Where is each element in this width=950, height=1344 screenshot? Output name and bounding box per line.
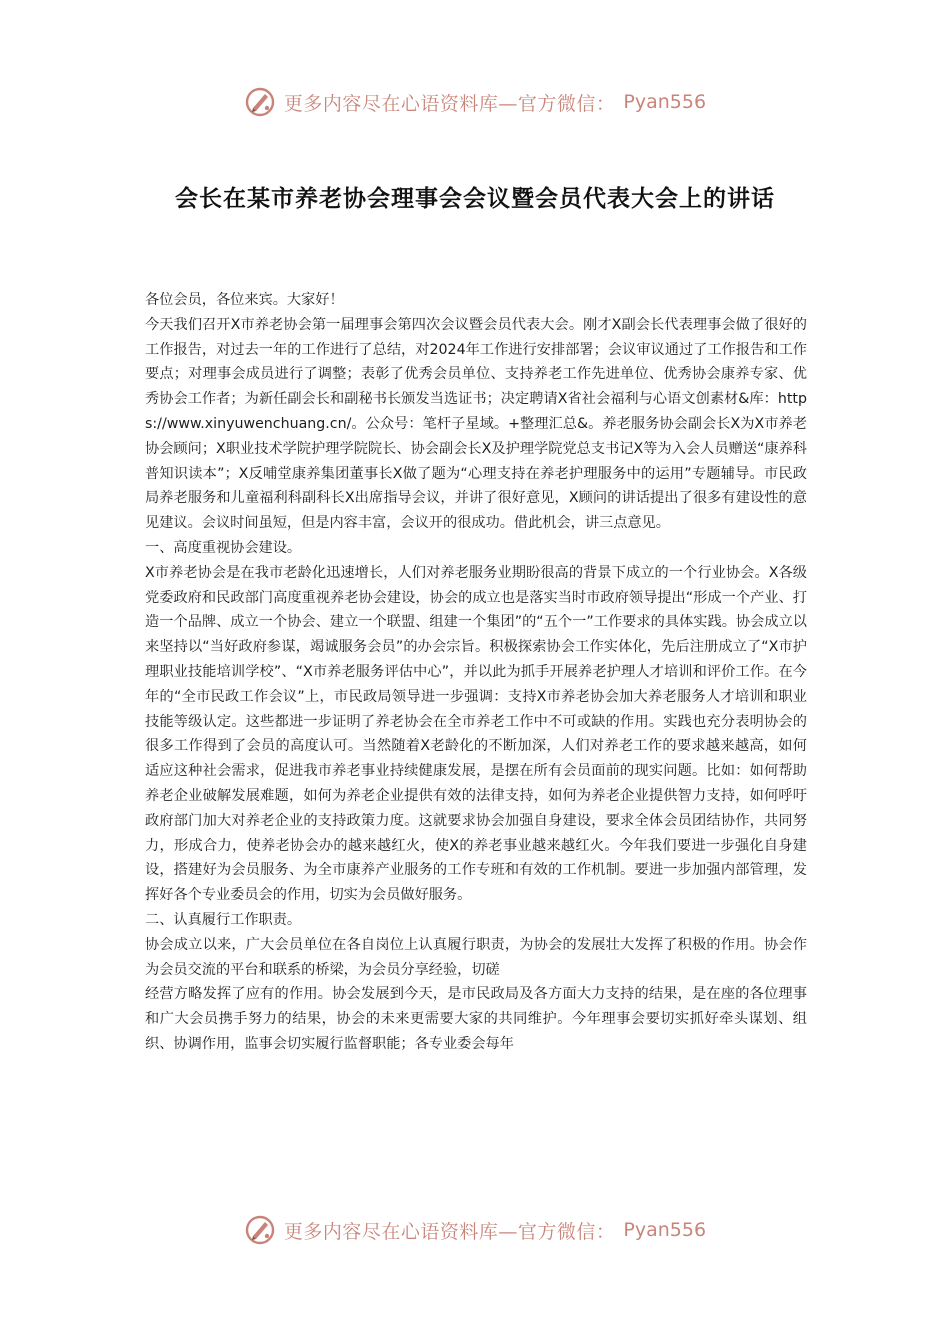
section-heading-1: 一、高度重视协会建设。 [145,539,302,556]
banner-text: 更多内容尽在心语资料库—官方微信： [283,92,616,115]
paragraph-section-2-continued: 经营方略发挥了应有的作用。协会发展到今天，是市民政局及各方面大力支持的结果，是在座的各位理事和广大会员携手努力的结果，协会的未来更需要大家的共同维护。今年理事会要切实抓好牵头谋划、组织、协调作用，监事会切实履行监督职能；各专业委会每年 [145,986,807,1052]
footer-banner [0,1210,950,1250]
pen-logo-icon [244,86,276,118]
section-heading-2: 二、认真履行工作职责。 [145,911,302,928]
paragraph-section-1: X市养老协会是在我市老龄化迅速增长，人们对养老服务业期盼很高的背景下成立的一个行业协会。X各级党委政府和民政部门高度重视养老协会建设，协会的成立也是落实当时市政府领导提出“形成一个产业、打造一个品牌、成立一个协会、建立一个联盟、组建一个集团”的“五个一”工作要求的具体实践。协会成立以来坚持以“当好政府参谋，竭诚服务会员”的办会宗旨。积极探索协会工作实体化，先后注册成立了“X市护理职业技能培训学校”、“X市养老服务评估中心”，并以此为抓手开展养老护理人才培训和评价工作。在今年的“全市民政工作会议”上，市民政局领导进一步强调：支持X市养老协会加大养老服务人才培训和职业技能等级认定。这些都进一步证明了养老协会在全市养老工作中不可或缺的作用。实践也充分表明协会的很多工作得到了会员的高度认可。当然随着X老龄化的不断加深，人们对养老工作的要求越来越高，如何适应这种社会需求，促进我市养老事业持续健康发展，是摆在所有会员面前的现实问题。比如：如何帮助养老企业破解发展难题，如何为养老企业提供有效的法律支持，如何为养老企业提供智力支持，如何呼吁政府部门加大对养老企业的支持政策力度。这就要求协会加强自身建设，要求全体会员团结协作，共同努力，形成合力，使养老协会办的越来越红火，使X的养老事业越来越红火。今年我们要进一步强化自身建设，搭建好为会员服务、为全市康养产业服务的工作专班和有效的工作机制。要进一步加强内部管理，发挥好各个专业委员会的作用，切实为会员做好服务。 [145,564,807,904]
header-banner [0,82,950,122]
paragraph-section-2: 协会成立以来，广大会员单位在各自岗位上认真履行职责，为协会的发展壮大发挥了积极的作用。协会作为会员交流的平台和联系的桥梁，为会员分享经验，切磋 [145,936,807,978]
banner-wechat-id: Pyan556 [623,1219,707,1241]
pen-logo-icon [244,1214,276,1246]
paragraph-intro: 今天我们召开X市养老协会第一届理事会第四次会议暨会员代表大会。刚才X副会长代表理事会做了很好的工作报告，对过去一年的工作进行了总结，对2024年工作进行安排部署；会议审议通过了工作报告和工作要点；对理事会成员进行了调整；表彰了优秀会员单位、支持养老工作先进单位、优秀协会康养专家、优秀协会工作者；为新任副会长和副秘书长颁发当选证书；决定聘请X省社会福利与心语文创素材&库：https://www.xinyuwenchuang.cn/。公众号：笔杆子星域。+整理汇总&。养老服务协会副会长X为X市养老协会顾问；X职业技术学院护理学院院长、协会副会长X及护理学院党总支书记X等为入会人员赠送“康养科普知识读本”；X反哺堂康养集团董事长X做了题为“心理支持在养老护理服务中的运用”专题辅导。市民政局养老服务和儿童福利科副科长X出席指导会议，并讲了很好意见，X顾问的讲话提出了很多有建设性的意见建议。会议时间虽短，但是内容丰富，会议开的很成功。借此机会，讲三点意见。 [145,316,807,532]
banner-text: 更多内容尽在心语资料库—官方微信： [283,1220,616,1243]
document-body [145,288,807,1057]
banner-wechat-id: Pyan556 [623,91,707,113]
document-title: 会长在某市养老协会理事会会议暨会员代表大会上的讲话 [175,186,775,212]
paragraph-greeting: 各位会员，各位来宾。大家好！ [145,292,344,308]
